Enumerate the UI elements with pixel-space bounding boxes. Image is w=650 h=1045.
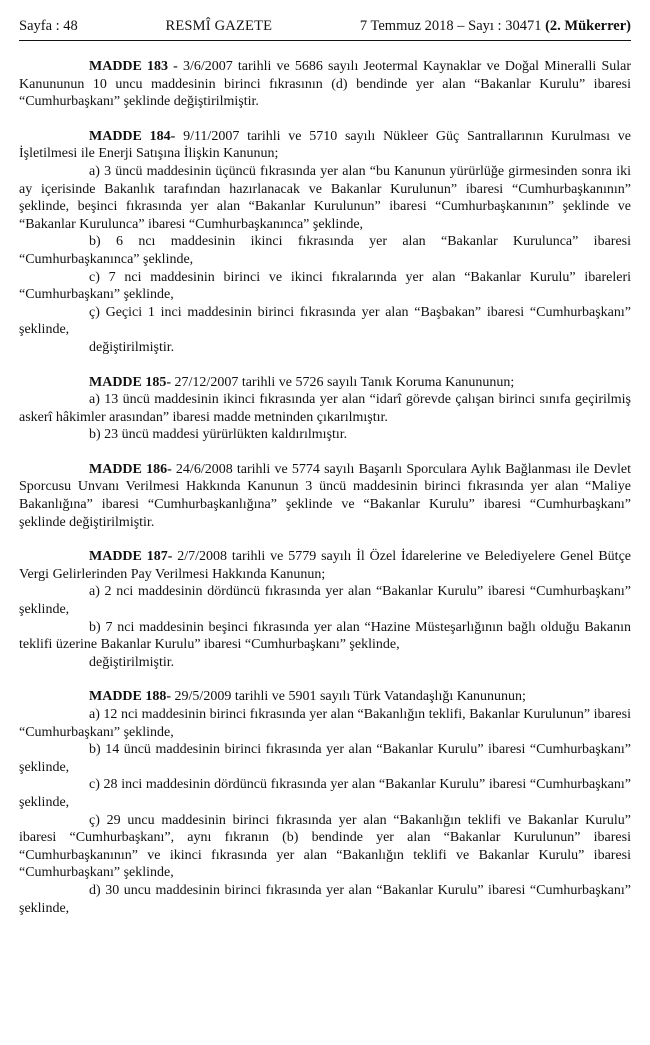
- article-intro: [19, 461, 631, 531]
- article-label: MADDE 187-: [89, 549, 173, 565]
- edition-label: (2. Mükerrer): [545, 17, 631, 34]
- article-intro: [19, 58, 631, 111]
- article-block: [19, 688, 631, 917]
- article-intro: [19, 688, 631, 706]
- article-intro-text: 2/7/2008 tarihli ve 5779 sayılı İl Özel İdarelerine ve Belediyelere Genel Bütçe Vergi Gelirlerinden Pay Verilmesi Hakkında Kanunun;: [19, 549, 631, 582]
- gazette-title: RESMÎ GAZETE: [165, 17, 273, 34]
- document-body: [19, 58, 631, 934]
- issue-date-number: 7 Temmuz 2018 – Sayı : 30471: [359, 17, 542, 34]
- article-clause: a) 2 nci maddesinin dördüncü fıkrasında yer alan “Bakanlar Kurulu” ibaresi “Cumhurbaşkanı” şeklinde,: [19, 584, 631, 618]
- article-clause: a) 3 üncü maddesinin üçüncü fıkrasında yer alan “bu Kanunun yürürlüğe girmesinden sonra iki ay içerisinde Bakanlık tarafından hazırlanacak ve Bakanlar Kurulunun” ibaresi “Cumhurbaşkanının” şeklinde, beşinci fıkrasında yer alan “Bakanlar Kurulunun” ibaresi “Cumhurbaşkanının” şeklinde ve “Bakanlar Kurulunca” ibaresi “Cumhurbaşkanınca” şeklinde,: [19, 163, 631, 232]
- article-block: [19, 548, 631, 671]
- article-clause: d) 30 uncu maddesinin birinci fıkrasında yer alan “Bakanlar Kurulu” ibaresi “Cumhurbaşkanı” şeklinde,: [19, 882, 631, 916]
- article-clause: değiştirilmiştir.: [89, 654, 175, 670]
- article-label: MADDE 184-: [89, 128, 176, 144]
- article-block: [19, 58, 631, 111]
- article-intro: [19, 374, 631, 392]
- article-clause: b) 23 üncü maddesi yürürlükten kaldırılmıştır.: [89, 427, 348, 443]
- article-label: MADDE 186-: [89, 461, 172, 477]
- article-label: MADDE 188-: [89, 689, 172, 705]
- issue-info: [360, 18, 631, 35]
- header-rule: [19, 40, 631, 41]
- article-intro: [19, 548, 631, 583]
- article-intro-text: 24/6/2008 tarihli ve 5774 sayılı Başarılı Sporculara Aylık Bağlanması ile Devlet Sporcusu Unvanı Verilmesi Hakkında Kanunun 3 üncü maddesinin birinci fıkrasında yer alan “Maliye Bakanlığına” ibaresi “Cumhurbaşkanlığına” şeklinde ve “Bakanlar Kurulu” ibaresi “Cumhurbaşkanı” şeklinde değiştirilmiştir.: [19, 461, 631, 530]
- article-clause: b) 6 ncı maddesinin ikinci fıkrasında yer alan “Bakanlar Kurulunca” ibaresi “Cumhurbaşkanınca” şeklinde,: [19, 234, 631, 267]
- article-clause: c) 28 inci maddesinin dördüncü fıkrasında yer alan “Bakanlar Kurulu” ibaresi “Cumhurbaşkanı” şeklinde,: [19, 777, 631, 810]
- article-clause: ç) 29 uncu maddesinin birinci fıkrasında yer alan “Bakanlığın teklifi ve Bakanlar Kurulu” ibaresi “Cumhurbaşkanı”, aynı fıkranın (b) bendinde yer alan “Bakanlar Kurulunun” ibaresi “Cumhurbaşkanının” ve ikinci fıkrasında yer alan “Bakanlığın teklifi ve Bakanlar Kurulu” ibaresi “Cumhurbaşkanı” şeklinde,: [19, 812, 631, 881]
- article-intro: [19, 128, 631, 163]
- article-clause: c) 7 nci maddesinin birinci ve ikinci fıkralarında yer alan “Bakanlar Kurulu” ibareleri “Cumhurbaşkanı” şeklinde,: [19, 269, 631, 303]
- article-clause: a) 13 üncü maddesinin ikinci fıkrasında yer alan “idarî görevde çalışan birinci sınıfa geçirilmiş askerî hâkimler arasından” ibaresi madde metninden çıkarılmıştır.: [19, 392, 631, 425]
- article-intro-text: 9/11/2007 tarihli ve 5710 sayılı Nükleer Güç Santrallarının Kurulması ve İşletilmesi ile Enerji Satışına İlişkin Kanunun;: [19, 128, 632, 162]
- article-label: MADDE 185-: [89, 374, 172, 390]
- article-intro-text: 3/6/2007 tarihli ve 5686 sayılı Jeotermal Kaynaklar ve Doğal Mineralli Sular Kanununun 10 uncu maddesinin birinci fıkrasının (d) bendinde yer alan “Bakanlar Kurulu” ibaresi “Cumhurbaşkanı” şeklinde değiştirilmiştir.: [19, 59, 632, 110]
- article-clause: b) 14 üncü maddesinin birinci fıkrasında yer alan “Bakanlar Kurulu” ibaresi “Cumhurbaşkanı” şeklinde,: [19, 742, 631, 775]
- article-clause: b) 7 nci maddesinin beşinci fıkrasında yer alan “Hazine Müsteşarlığının bağlı olduğu Bakanın teklifi üzerine Bakanlar Kurulu” ibaresi “Cumhurbaşkanı” şeklinde,: [19, 619, 631, 653]
- article-label: MADDE 183 -: [89, 59, 178, 74]
- article-block: [19, 128, 631, 357]
- article-intro-text: 27/12/2007 tarihli ve 5726 sayılı Tanık Koruma Kanununun;: [171, 374, 515, 390]
- article-clause: değiştirilmiştir.: [89, 339, 175, 355]
- article-block: [19, 461, 631, 531]
- page-number: Sayfa : 48: [19, 17, 78, 34]
- article-block: [19, 374, 631, 444]
- article-clause: a) 12 nci maddesinin birinci fıkrasında yer alan “Bakanlığın teklifi, Bakanlar Kurulunun” ibaresi “Cumhurbaşkanı” şeklinde,: [19, 707, 631, 740]
- page-header: [19, 13, 631, 39]
- article-intro-text: 29/5/2009 tarihli ve 5901 sayılı Türk Vatandaşlığı Kanununun;: [171, 689, 526, 705]
- article-clause: ç) Geçici 1 inci maddesinin birinci fıkrasında yer alan “Başbakan” ibaresi “Cumhurbaşkanı” şeklinde,: [19, 304, 631, 338]
